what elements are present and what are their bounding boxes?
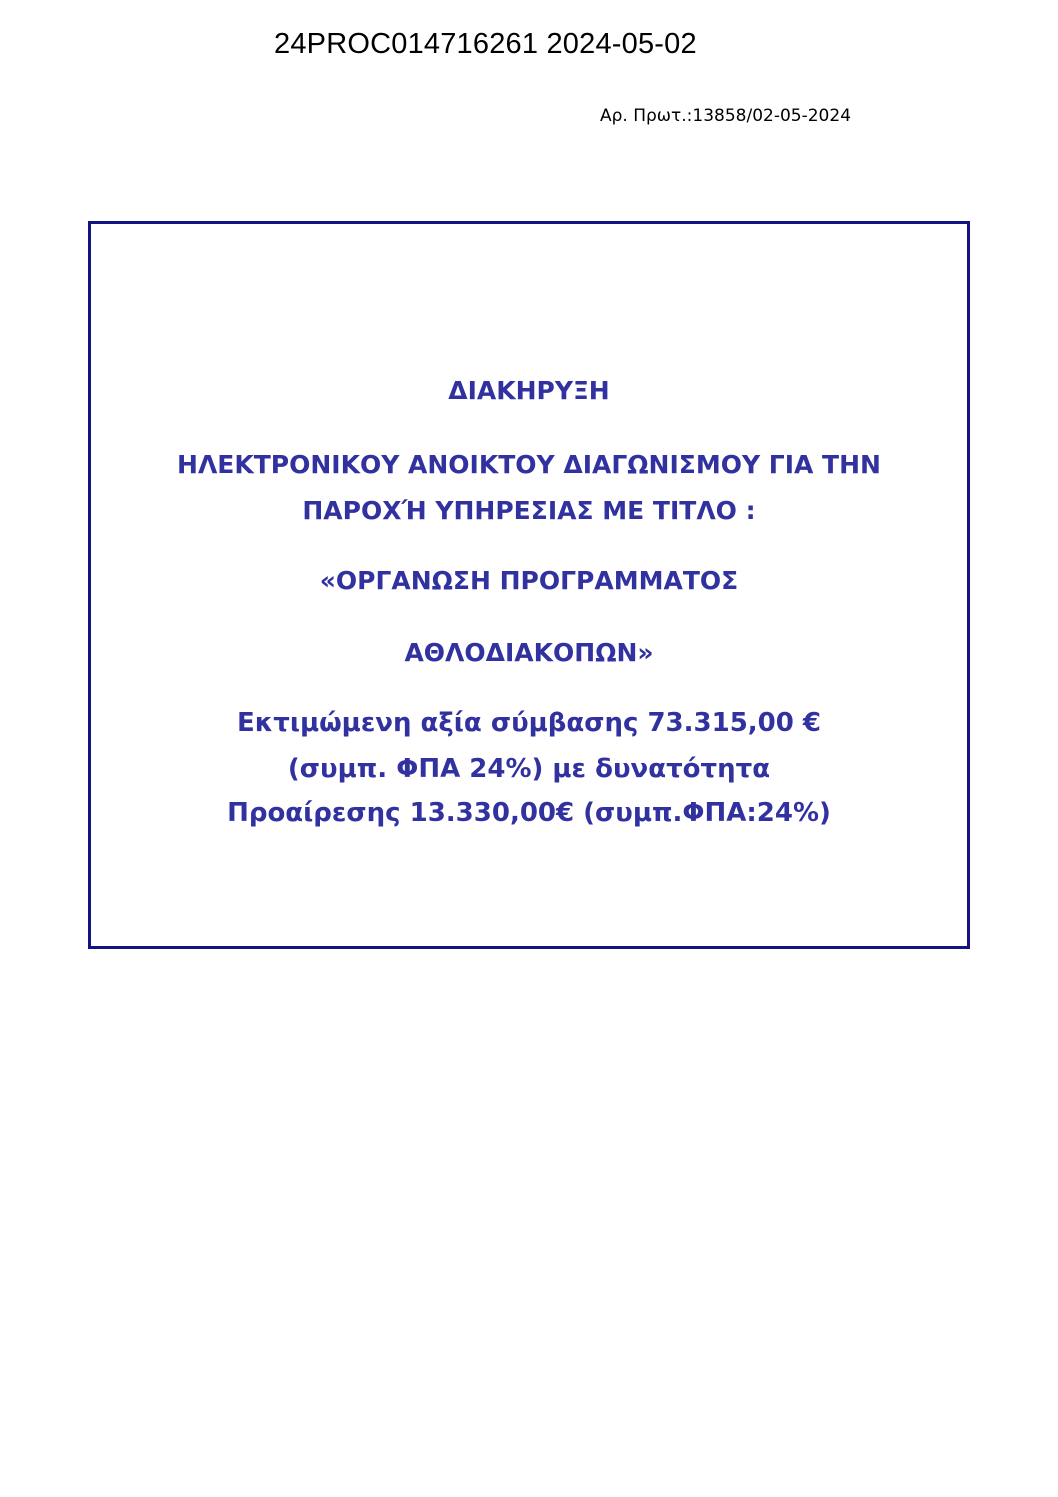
notice-subtitle-line-2: ΠΑΡΟΧΉ ΥΠΗΡΕΣΙΑΣ ΜΕ ΤΙΤΛΟ : — [302, 496, 756, 525]
protocol-number: Αρ. Πρωτ.:13858/02-05-2024 — [600, 106, 852, 126]
notice-title: ΔΙΑΚΗΡΥΞΗ — [448, 376, 610, 405]
document-id: 24PROC014716261 2024-05-02 — [274, 28, 697, 60]
service-title-line-1: «ΟΡΓΑΝΩΣΗ ΠΡΟΓΡΑΜΜΑΤΟΣ — [319, 566, 739, 595]
notice-box — [88, 221, 970, 949]
contract-value-line-3: Προαίρεσης 13.330,00€ (συμπ.ΦΠΑ:24%) — [227, 798, 831, 828]
notice-subtitle-line-1: ΗΛΕΚΤΡΟΝΙΚΟΥ ΑΝΟΙΚΤΟΥ ΔΙΑΓΩΝΙΣΜΟΥ ΓΙΑ ΤΗΝ — [177, 450, 881, 479]
contract-value-line-2: (συμπ. ΦΠΑ 24%) με δυνατότητα — [287, 754, 771, 784]
service-title-line-2: ΑΘΛΟΔΙΑΚΟΠΩΝ» — [404, 638, 654, 667]
contract-value-line-1: Εκτιμώμενη αξία σύμβασης 73.315,00 € — [237, 708, 821, 738]
